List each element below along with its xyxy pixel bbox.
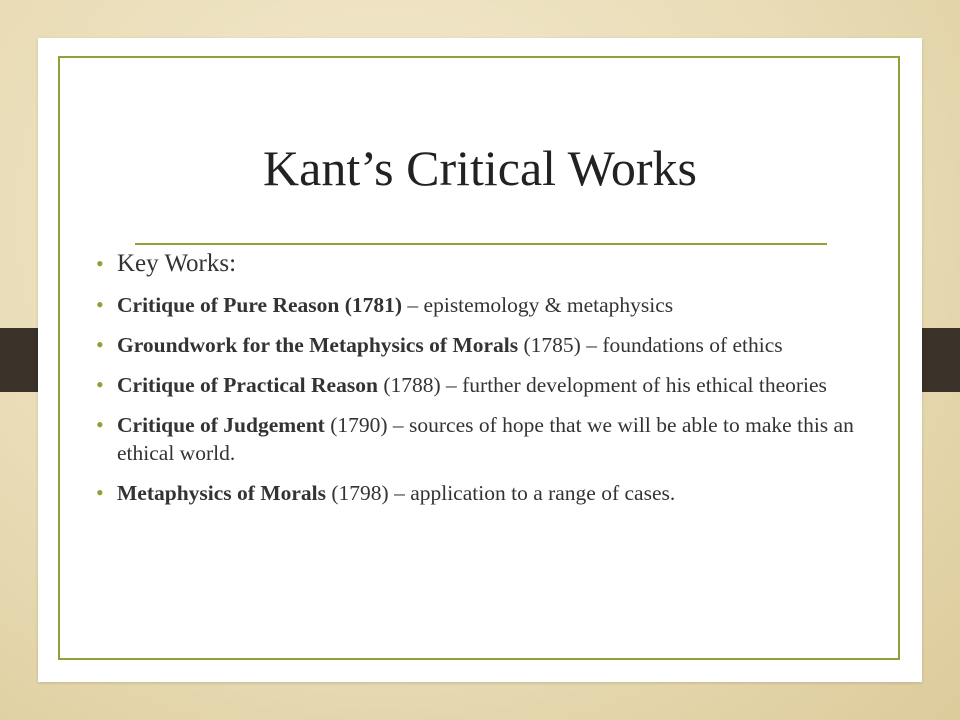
bullet-icon: • [96, 292, 104, 317]
intro-text: Key Works: [117, 250, 237, 277]
work-title: Critique of Pure Reason (1781) [117, 293, 403, 317]
list-item [96, 479, 911, 507]
bullet-icon: • [96, 480, 104, 505]
list-item [96, 371, 911, 399]
work-description: (1785) – foundations of ethics [518, 333, 783, 357]
list-item [96, 291, 911, 319]
slide-title: Kant’s Critical Works [263, 140, 697, 196]
right-decorative-tab [916, 328, 960, 392]
list-item [96, 248, 911, 280]
work-title: Groundwork for the Metaphysics of Morals [117, 333, 519, 357]
work-description: (1798) – application to a range of cases. [326, 481, 676, 505]
bullet-icon: • [96, 332, 104, 357]
title-divider [135, 243, 827, 245]
work-title: Critique of Judgement [117, 413, 325, 437]
bullet-icon: • [96, 251, 104, 276]
list-item [96, 411, 911, 467]
work-description: (1788) – further development of his ethical theories [377, 373, 827, 397]
work-title: Metaphysics of Morals [117, 481, 326, 505]
work-title: Critique of Practical Reason [117, 373, 378, 397]
work-description: (1790) – sources of hope that we will be able to make this an ethical world. [117, 413, 854, 465]
bullet-icon: • [96, 412, 104, 437]
bullet-list [96, 248, 911, 519]
bullet-icon: • [96, 372, 104, 397]
left-decorative-tab [0, 328, 42, 392]
list-item [96, 331, 911, 359]
work-description: – epistemology & metaphysics [402, 293, 674, 317]
